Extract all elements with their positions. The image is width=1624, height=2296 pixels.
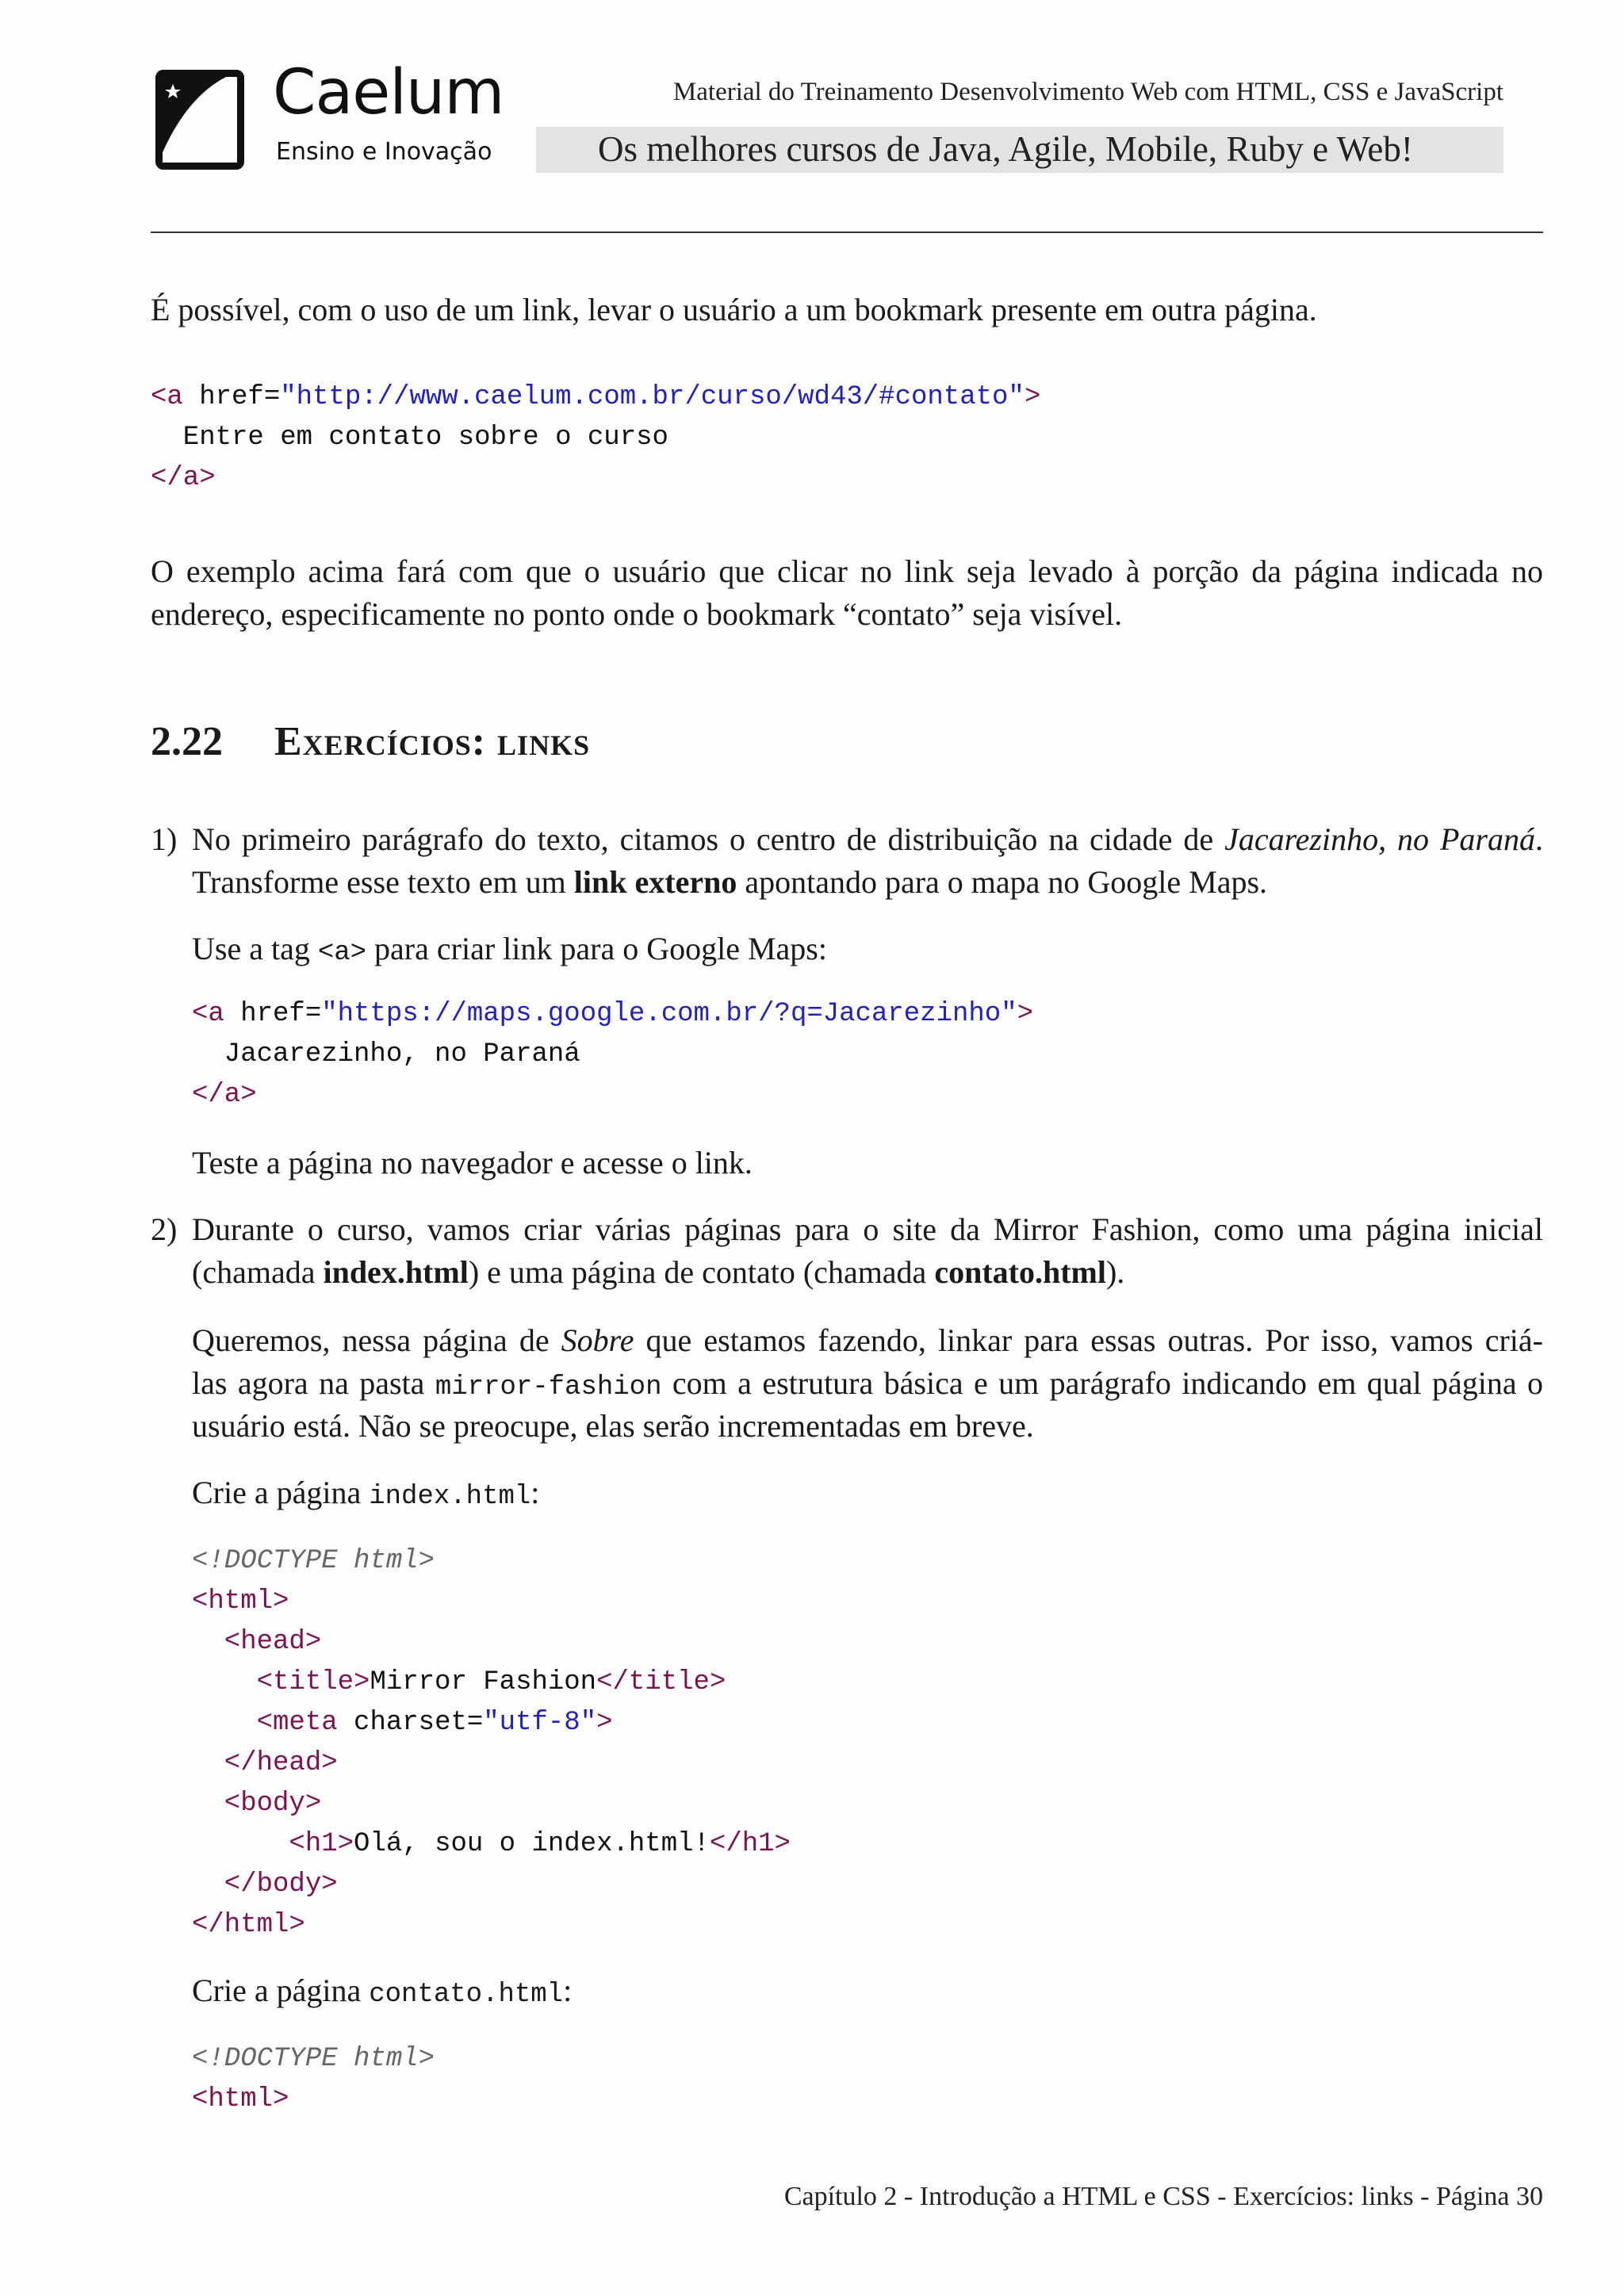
code-token: <title> [192,1667,370,1697]
code-block-bookmark [151,377,1040,499]
code-token: <h1> [192,1829,354,1859]
header-divider [151,232,1543,233]
material-line: Material do Treinamento Desenvolvimento Web com HTML, CSS e JavaScript [672,78,1503,106]
exercise1-instruction: Use a tag <a> para criar link para o Google Maps: [192,931,827,968]
exercise2-paragraph-line2: las agora na pasta mirror-fashion com a estrutura básica e um parágrafo indicando em qual página o [192,1365,1544,1402]
code-token: "http://www.caelum.com.br/curso/wd43/#contato" [280,382,1025,412]
code-token: Mirror Fashion [370,1667,597,1697]
exercise2-line2: (chamada index.html) e uma página de contato (chamada contato.html). [192,1254,1125,1290]
logo-mark-icon [155,70,244,170]
logo-tagline: Ensino e Inovação [276,138,492,166]
section-title: Exercícios: links [274,719,591,764]
code-token: <body> [192,1789,322,1819]
logo-name: Caelum [273,57,504,128]
code-token: </body> [192,1869,338,1900]
code-token: </title> [596,1667,726,1697]
slogan: Os melhores cursos de Java, Agile, Mobile, Ruby e Web! [598,129,1413,169]
code-token: </a> [151,463,216,493]
slogan-band [536,127,1503,173]
section-number: 2.22 [151,719,223,764]
code-token: "utf-8" [483,1708,597,1738]
code-token: > [1017,999,1033,1029]
caelum-logo [155,57,504,176]
code-token: </a> [192,1080,257,1110]
code-block-index-html [192,1541,791,1946]
code-token: </h1> [709,1829,791,1859]
code-token: <head> [192,1627,322,1657]
code-token: > [1024,382,1041,412]
create-contato-instruction: Crie a página contato.html: [192,1973,573,2010]
exercise1-test: Teste a página no navegador e acesse o link. [192,1145,753,1181]
code-token: href= [240,999,322,1029]
code-token: > [596,1708,613,1738]
code-token: <a [192,999,241,1029]
code-token: charset= [354,1708,484,1738]
exercise2-paragraph-line3: usuário está. Não se preocupe, elas serão incrementadas em breve. [192,1408,1034,1444]
code-block-contato-html [192,2039,435,2120]
intro-explanation-line1: O exemplo acima fará com que o usuário que clicar no link seja levado à porção da página indicada no [151,553,1543,589]
code-block-maps-link [192,994,1033,1115]
code-token: <html> [192,1586,289,1617]
exercise1-line1: No primeiro parágrafo do texto, citamos o centro de distribuição na cidade de Jacarezinho, no Paraná. [192,821,1543,857]
code-token: <meta [192,1708,354,1738]
exercise2-paragraph-line1: Queremos, nessa página de Sobre que estamos fazendo, linkar para essas outras. Por isso, vamos criá- [192,1322,1543,1358]
create-index-instruction: Crie a página index.html: [192,1475,540,1512]
code-token: <!DOCTYPE html> [192,2044,435,2074]
code-token: <a [151,382,200,412]
code-token: <!DOCTYPE html> [192,1546,435,1576]
intro-explanation-line2: endereço, especificamente no ponto onde o bookmark “contato” seja visível. [151,596,1123,632]
code-token: Olá, sou o index.html! [354,1829,710,1859]
page-footer: Capítulo 2 - Introdução a HTML e CSS - Exercícios: links - Página 30 [783,2182,1543,2211]
intro-paragraph: É possível, com o uso de um link, levar o usuário a um bookmark presente em outra página. [151,292,1317,327]
code-token: "https://maps.google.com.br/?q=Jacarezinho" [321,999,1017,1029]
code-token: Entre em contato sobre o curso [151,423,668,453]
code-token: <html> [192,2084,289,2114]
code-token: </head> [192,1748,338,1778]
exercise-number: 1) [151,821,178,857]
code-token: </html> [192,1910,305,1940]
code-token: Jacarezinho, no Paraná [192,1039,580,1070]
exercise1-line2: Transforme esse texto em um link externo apontando para o mapa no Google Maps. [192,864,1268,900]
code-token: href= [199,382,281,412]
exercise-number: 2) [151,1211,178,1247]
exercise2-line1: Durante o curso, vamos criar várias páginas para o site da Mirror Fashion, como uma página inicial [192,1211,1543,1247]
